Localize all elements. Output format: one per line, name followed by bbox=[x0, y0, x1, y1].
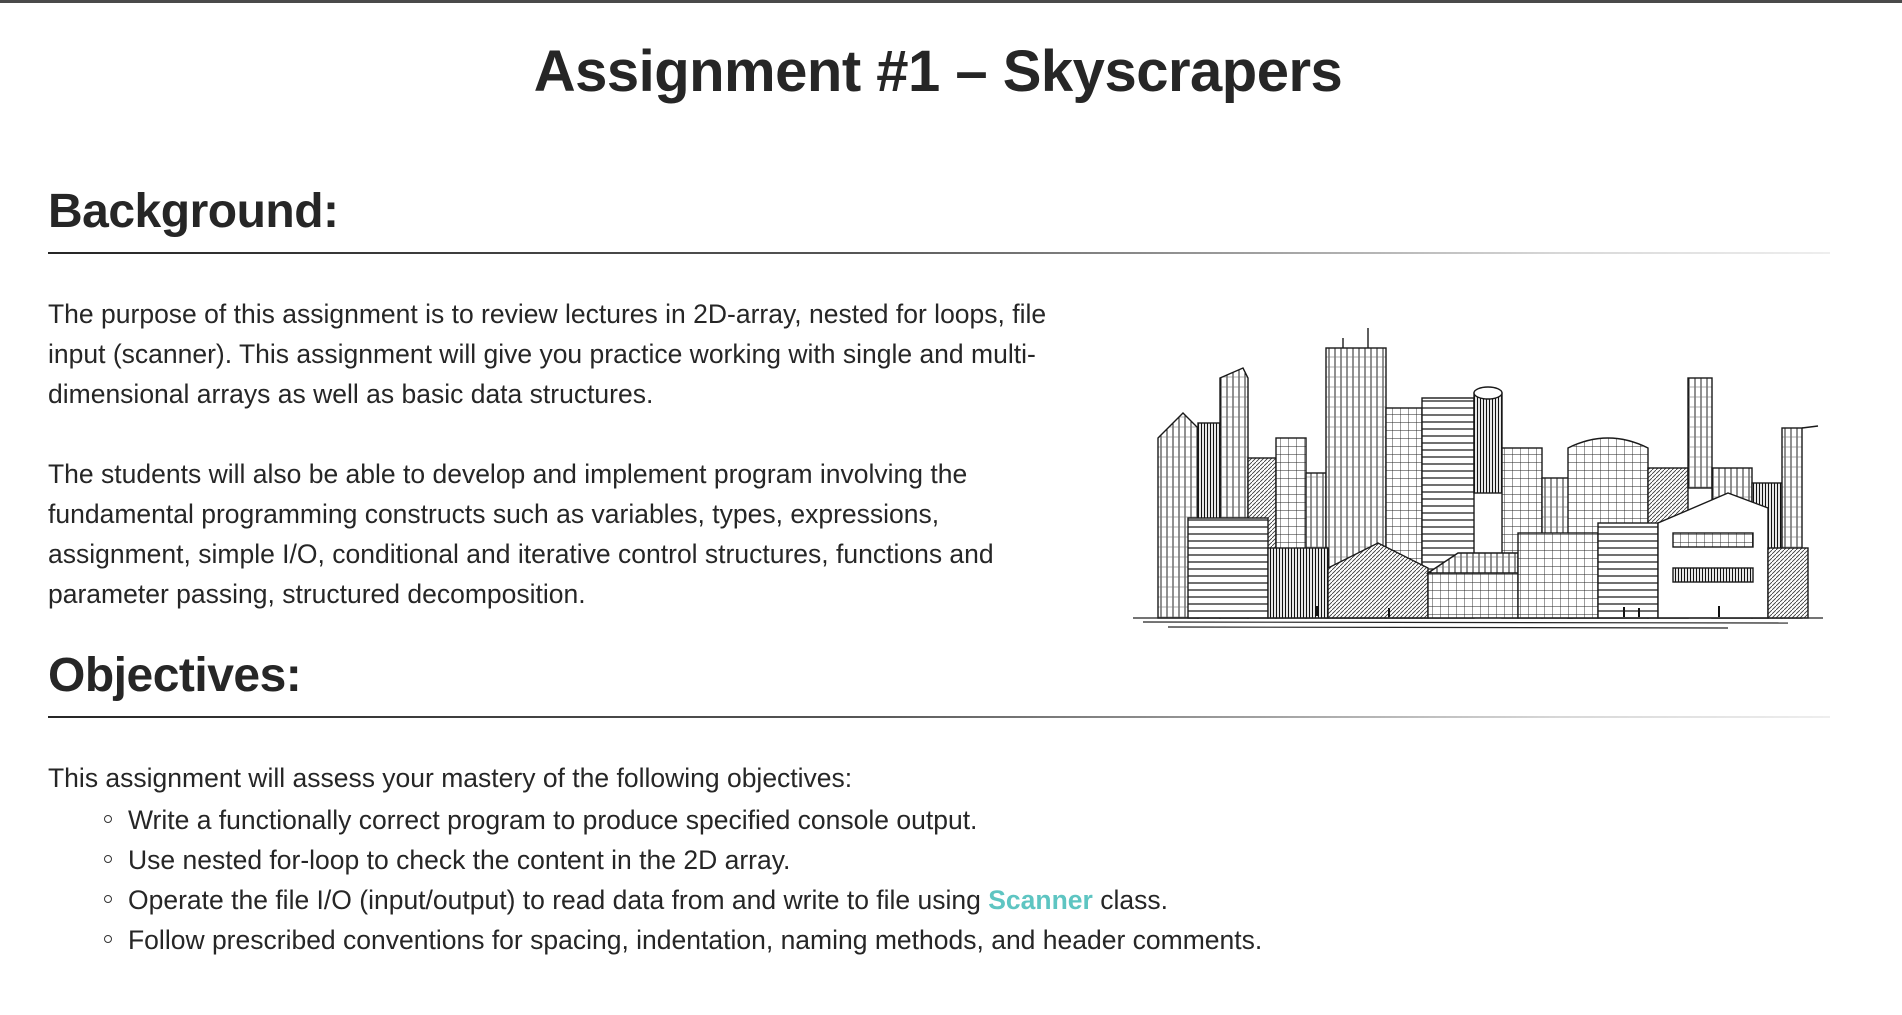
objectives-heading: Objectives: bbox=[48, 649, 302, 702]
objective-text: Write a functionally correct program to produce specified console output. bbox=[128, 805, 978, 835]
paragraph-line: fundamental programming constructs such as variables, types, expressions, bbox=[48, 499, 940, 529]
objectives-divider bbox=[48, 716, 1830, 718]
paragraph-line: dimensional arrays as well as basic data structures. bbox=[48, 379, 654, 409]
city-skyline-illustration bbox=[1128, 318, 1828, 648]
paragraph-line: The purpose of this assignment is to review lectures in 2D-array, nested for loops, file bbox=[48, 299, 1047, 329]
list-item bbox=[104, 800, 1262, 840]
background-divider bbox=[48, 252, 1830, 254]
objective-text-after: class. bbox=[1092, 885, 1168, 915]
objective-text-before: Operate the file I/O (input/output) to read data from and write to file using bbox=[128, 885, 989, 915]
paragraph-line: input (scanner). This assignment will give you practice working with single and multi- bbox=[48, 339, 1036, 369]
circle-bullet-icon bbox=[104, 935, 112, 943]
objectives-list bbox=[104, 800, 1262, 960]
background-paragraph-1 bbox=[48, 294, 1128, 414]
objective-text: Use nested for-loop to check the content in the 2D array. bbox=[128, 845, 791, 875]
objectives-intro: This assignment will assess your mastery of the following objectives: bbox=[48, 763, 853, 793]
objective-text: Follow prescribed conventions for spacing, indentation, naming methods, and header comments. bbox=[128, 925, 1263, 955]
circle-bullet-icon bbox=[104, 815, 112, 823]
circle-bullet-icon bbox=[104, 895, 112, 903]
paragraph-line: parameter passing, structured decomposition. bbox=[48, 579, 586, 609]
paragraph-line: The students will also be able to develop and implement program involving the bbox=[48, 459, 968, 489]
list-item bbox=[104, 880, 1262, 920]
page-title: Assignment #1 – Skyscrapers bbox=[533, 39, 1343, 104]
paragraph-line: assignment, simple I/O, conditional and iterative control structures, functions and bbox=[48, 539, 994, 569]
scanner-keyword: Scanner bbox=[988, 885, 1093, 915]
background-paragraph-2 bbox=[48, 454, 1128, 614]
list-item bbox=[104, 840, 1262, 880]
background-heading: Background: bbox=[48, 185, 339, 238]
circle-bullet-icon bbox=[104, 855, 112, 863]
list-item bbox=[104, 920, 1262, 960]
